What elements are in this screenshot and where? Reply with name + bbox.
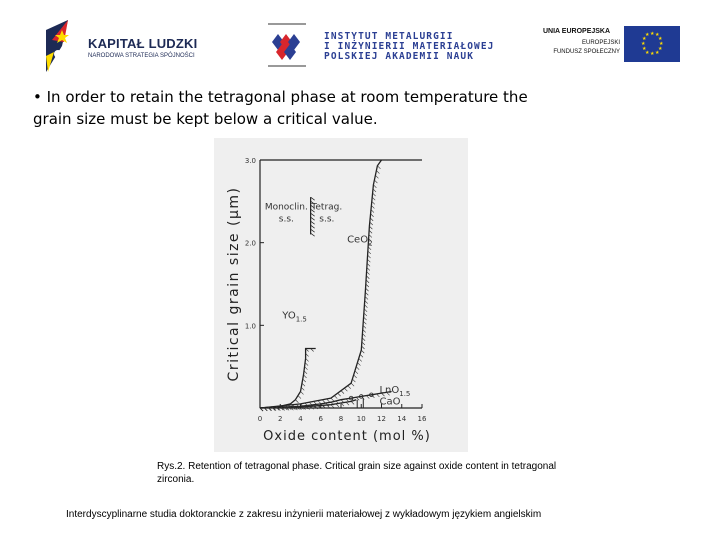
imim-line-1: INSTYTUT METALURGII (324, 31, 454, 42)
x-tick-label: 6 (318, 415, 323, 423)
bullet-point-text: • In order to retain the tetragonal phase at room temperature the grain size must be kept below a critical value. (33, 88, 528, 128)
series-label-yo15: $YO_{1.5}$ (282, 310, 307, 324)
series-hatch-ceo2 (376, 171, 379, 174)
imim-emblem-icon (266, 22, 318, 68)
series-hatch-cao (351, 401, 354, 404)
series-hatch-yo15 (303, 379, 306, 382)
series-hatch-ceo2 (341, 391, 344, 394)
svg-text:★: ★ (659, 41, 664, 47)
series-hatch-ceo2 (361, 350, 364, 353)
series-hatch-ceo2 (322, 400, 325, 403)
series-hatch-ceo2 (377, 166, 380, 169)
x-tick-label: 8 (338, 415, 344, 423)
series-hatch-lno15 (366, 396, 369, 399)
series-hatch-ceo2 (356, 367, 359, 370)
svg-text:★: ★ (645, 50, 650, 56)
series-hatch-ceo2 (352, 379, 355, 382)
eu-flag-icon (624, 26, 680, 62)
series-label-lno15: LnO$_{1.5}$ (379, 385, 411, 399)
imim-line-3: POLSKIEJ AKADEMII NAUK (324, 51, 475, 62)
region-label-sub: s.s. (319, 214, 335, 225)
svg-text:★: ★ (655, 32, 660, 38)
series-hatch-ceo2 (355, 371, 358, 374)
region-divider-hatch (311, 197, 315, 200)
svg-text:★: ★ (642, 46, 647, 52)
kapital-ludzki-logo (42, 16, 212, 74)
y-tick-label: 1.0 (244, 322, 256, 331)
series-hatch-ceo2 (374, 180, 377, 183)
region-divider-hatch (311, 221, 315, 224)
svg-text:★: ★ (650, 31, 655, 37)
x-tick-label: 10 (356, 415, 366, 423)
svg-text:★: ★ (642, 36, 647, 42)
imim-logo (266, 22, 495, 72)
footer-text: Interdyscyplinarne studia doktoranckie z zakresu inżynierii materiałowej z wykładowym językiem angielskim (66, 509, 542, 520)
y-tick-label: 3.0 (244, 157, 256, 165)
figure-caption: Rys.2. Retention of tetragonal phase. Critical grain size against oxide content in tetragonal zirconia. (157, 461, 557, 485)
eu-logo (528, 22, 682, 70)
series-hatch-ceo2 (344, 388, 347, 391)
svg-text:★: ★ (645, 32, 650, 38)
svg-text:★: ★ (658, 46, 663, 52)
series-hatch-cao (336, 404, 339, 407)
series-hatch-yo15 (295, 400, 298, 403)
svg-text:★: ★ (641, 41, 646, 47)
series-hatch-ceo2 (327, 399, 330, 402)
series-hatch-ceo2 (359, 358, 362, 361)
imim-line-2: I INŻYNIERII MATERIAŁOWEJ (324, 41, 495, 52)
series-hatch-cao (346, 402, 349, 405)
series-hatch-yo15 (298, 396, 301, 399)
x-tick-label: 14 (397, 415, 407, 423)
svg-text:★: ★ (650, 51, 655, 57)
region-label: Tetrag. (311, 202, 343, 213)
region-divider-hatch (311, 233, 315, 236)
region-label: Monoclin. (264, 202, 308, 213)
series-hatch-ceo2 (351, 383, 354, 386)
x-tick-label: 12 (377, 415, 386, 423)
series-line-yo15 (260, 349, 316, 409)
series-hatch-ceo2 (360, 354, 363, 357)
series-hatch-yo15 (304, 375, 307, 378)
series-hatch-ceo2 (334, 396, 337, 399)
series-hatch-yo15 (301, 391, 304, 394)
x-tick-label: 0 (257, 415, 263, 423)
grain-size-chart (214, 138, 468, 452)
series-label-cao: CaO (379, 396, 401, 408)
series-hatch-ceo2 (318, 401, 321, 404)
series-line-ceo2 (260, 160, 382, 408)
series-hatch-yo15 (302, 383, 305, 386)
region-divider-hatch (311, 229, 315, 232)
grain-size-figure (214, 138, 468, 452)
x-tick-label: 16 (417, 415, 427, 423)
series-hatch-yo15 (301, 387, 304, 390)
kapital-ludzki-emblem-icon (42, 16, 82, 74)
series-hatch-ceo2 (338, 393, 341, 396)
kapital-ludzki-title: KAPITAŁ LUDZKI (88, 36, 198, 51)
eu-title: UNIA EUROPEJSKA (543, 28, 611, 35)
svg-text:★: ★ (658, 36, 663, 42)
region-divider-hatch (311, 225, 315, 228)
region-divider-hatch (311, 213, 315, 216)
region-label-sub: s.s. (278, 214, 294, 225)
x-tick-label: 4 (298, 415, 303, 423)
series-label-ceo2: CeO$_2$ (347, 234, 373, 248)
eu-line-2: EUROPEJSKI (581, 40, 620, 46)
series-hatch-yo15 (304, 371, 307, 374)
x-tick-label: 2 (278, 415, 283, 423)
eu-line-3: FUNDUSZ SPOŁECZNY (553, 49, 620, 55)
series-hatch-ceo2 (357, 363, 360, 366)
series-hatch-ceo2 (348, 386, 351, 389)
y-axis-label: Critical grain size (μm) (226, 186, 242, 382)
region-divider-hatch (311, 217, 315, 220)
series-hatch-ceo2 (354, 375, 357, 378)
y-tick-label: 2.0 (244, 239, 256, 248)
svg-text:★: ★ (655, 50, 660, 56)
kapital-ludzki-subtitle: NARODOWA STRATEGIA SPÓJNOŚCI (88, 53, 195, 59)
series-hatch-ceo2 (331, 398, 334, 401)
x-axis-label: Oxide content (mol %) (263, 429, 431, 444)
series-hatch-ceo2 (375, 175, 378, 178)
